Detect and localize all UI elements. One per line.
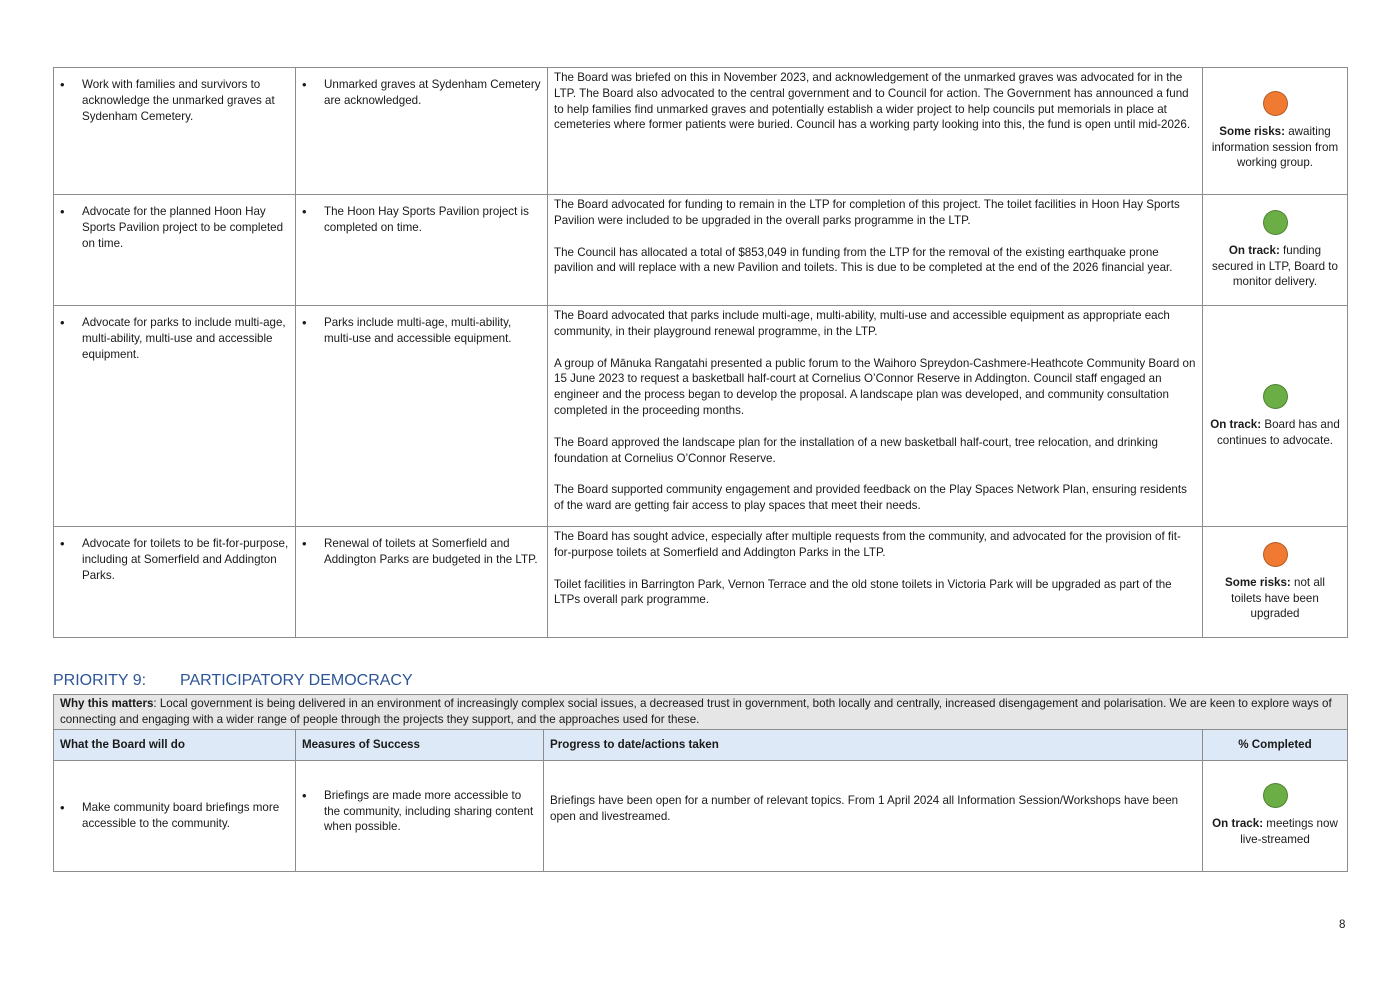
progress-cell (548, 195, 1203, 306)
status-text: funding secured in LTP, Board to monitor delivery. (1212, 243, 1338, 289)
status-label: Some risks: (1219, 124, 1285, 138)
progress-paragraph: The Board advocated that parks include multi-age, multi-ability, multi-use and accessible equipment as appropriate each community, in their playground renewal programme, in the LTP. (554, 309, 1170, 338)
status-cell (1203, 68, 1348, 195)
progress-cell (544, 760, 1203, 871)
header-action: What the Board will do (54, 729, 296, 760)
status-text: awaiting information session from working group. (1211, 124, 1339, 170)
measure-cell (296, 195, 548, 306)
action-cell (54, 306, 296, 527)
progress-text: Briefings have been open for a number of relevant topics. From 1 April 2024 all Information Session/Workshops have been open and livestreamed. (550, 793, 1179, 823)
table-row (54, 68, 1348, 195)
status-text: meetings now live-streamed (1240, 817, 1338, 847)
measure-cell (296, 68, 548, 195)
action-cell (54, 527, 296, 638)
progress-paragraph: The Board supported community engagement and provided feedback on the Play Spaces Network Plan, ensuring residents of the ward are getting fair access to play spaces that meet their needs. (554, 483, 1187, 513)
progress-paragraph: The Board approved the landscape plan for the installation of a new basketball half-court, tree relocation, and drinking foundation at Cornelius O’Connor Reserve. (554, 435, 1158, 465)
status-cell (1203, 306, 1348, 527)
progress-cell (548, 527, 1203, 638)
why-label: Why this matters (60, 697, 154, 710)
action-cell (54, 195, 296, 306)
action-item: • Advocate for parks to include multi-age, multi-ability, multi-use and accessible equipment. (54, 315, 289, 362)
measure-cell (296, 527, 548, 638)
priority-title: PARTICIPATORY DEMOCRACY (180, 672, 413, 689)
status-label: On track: (1228, 243, 1280, 257)
status-indicator (1263, 210, 1288, 235)
progress-paragraph: The Board has sought advice, especially after multiple requests from the community, and advocated for the provision of fit-for-purpose toilets at Somerfield and Addington Parks in the LTP. (554, 530, 1181, 559)
measure-item: • Unmarked graves at Sydenham Cemetery are acknowledged. (296, 77, 541, 109)
action-item: • Advocate for the planned Hoon Hay Sports Pavilion project to be completed on time. (54, 204, 289, 251)
status-text: Board has and continues to advocate. (1216, 417, 1340, 447)
status-text: not all toilets have been upgraded (1231, 575, 1325, 621)
action-cell (54, 68, 296, 195)
progress-paragraph: A group of Mānuka Rangatahi presented a public forum to the Waihoro Spreydon-Cashmere-Heathcote Community Board on 15 June 2023 to request a basketball half-court at Cornelius O’Connor Reserve in Addington. Council staff engaged an engineer and the process began to develop the proposal. A landscape plan was developed, and community consultation completed in the proceeding months. (554, 356, 1196, 417)
header-progress: Progress to date/actions taken (544, 729, 1203, 760)
action-item: • Advocate for toilets to be fit-for-purpose, including at Somerfield and Addington Parks. (54, 536, 289, 583)
progress-cell (548, 306, 1203, 527)
status-indicator (1263, 783, 1288, 808)
measure-item: • The Hoon Hay Sports Pavilion project is completed on time. (296, 204, 541, 236)
header-completed: % Completed (1203, 729, 1348, 760)
priority-number: PRIORITY 9: (53, 672, 147, 689)
priority-heading (53, 671, 413, 691)
status-indicator (1263, 384, 1288, 409)
progress-paragraph: Toilet facilities in Barrington Park, Vernon Terrace and the old stone toilets in Victoria Park will be upgraded as part of the LTPs overall park programme. (554, 577, 1172, 607)
measure-item: • Parks include multi-age, multi-ability, multi-use and accessible equipment. (296, 315, 541, 347)
progress-cell (548, 68, 1203, 195)
why-text: : Local government is being delivered in an environment of increasingly complex social issues, a decreased trust in government, both locally and centrally, increased disengagement and polarisation. We are keen to explore ways of connecting and engaging with a wider range of people through the projects they support, and the approaches used for these. (60, 697, 1332, 726)
table-row (54, 306, 1348, 527)
measure-cell (296, 306, 548, 527)
status-label: Some risks: (1225, 575, 1291, 589)
measure-item: • Renewal of toilets at Somerfield and Addington Parks are budgeted in the LTP. (296, 536, 541, 568)
table-row (54, 760, 1348, 871)
header-measure: Measures of Success (296, 729, 544, 760)
status-label: On track: (1210, 417, 1262, 431)
status-label: On track: (1212, 817, 1264, 831)
table-row (54, 195, 1348, 306)
action-cell (54, 760, 296, 871)
priority-8-table (53, 67, 1348, 638)
status-indicator (1263, 542, 1288, 567)
page-number: 8 (1339, 918, 1346, 931)
action-item: • Make community board briefings more accessible to the community. (54, 800, 289, 832)
why-this-matters (54, 695, 1348, 730)
progress-paragraph: The Board was briefed on this in November 2023, and acknowledgement of the unmarked graves was advocated for in the LTP. The Board also advocated to the central government and to Council for action. The Government has announced a fund to help families find unmarked graves and potentially establish a wider project to help councils put memorials in place at cemeteries where former patients were buried. Council has a working party looking into this, the fund is open until mid-2026. (554, 71, 1191, 132)
action-item: • Work with families and survivors to acknowledge the unmarked graves at Sydenham Cemetery. (54, 77, 289, 124)
status-cell (1203, 760, 1348, 871)
priority-9-table (53, 694, 1348, 872)
progress-paragraph: The Board advocated for funding to remain in the LTP for completion of this project. The toilet facilities in Hoon Hay Sports Pavilion were included to be upgraded in the overall parks programme in the LTP. (554, 198, 1180, 227)
status-indicator (1263, 91, 1288, 116)
status-cell (1203, 195, 1348, 306)
status-cell (1203, 527, 1348, 638)
progress-paragraph: The Council has allocated a total of $853,049 in funding from the LTP for the removal of the existing earthquake prone pavilion and will replace with a new Pavilion and toilets. This is due to be completed at the end of the 2026 financial year. (554, 245, 1173, 275)
measure-cell (296, 760, 544, 871)
table-row (54, 527, 1348, 638)
measure-item: • Briefings are made more accessible to the community, including sharing content when possible. (296, 788, 537, 835)
